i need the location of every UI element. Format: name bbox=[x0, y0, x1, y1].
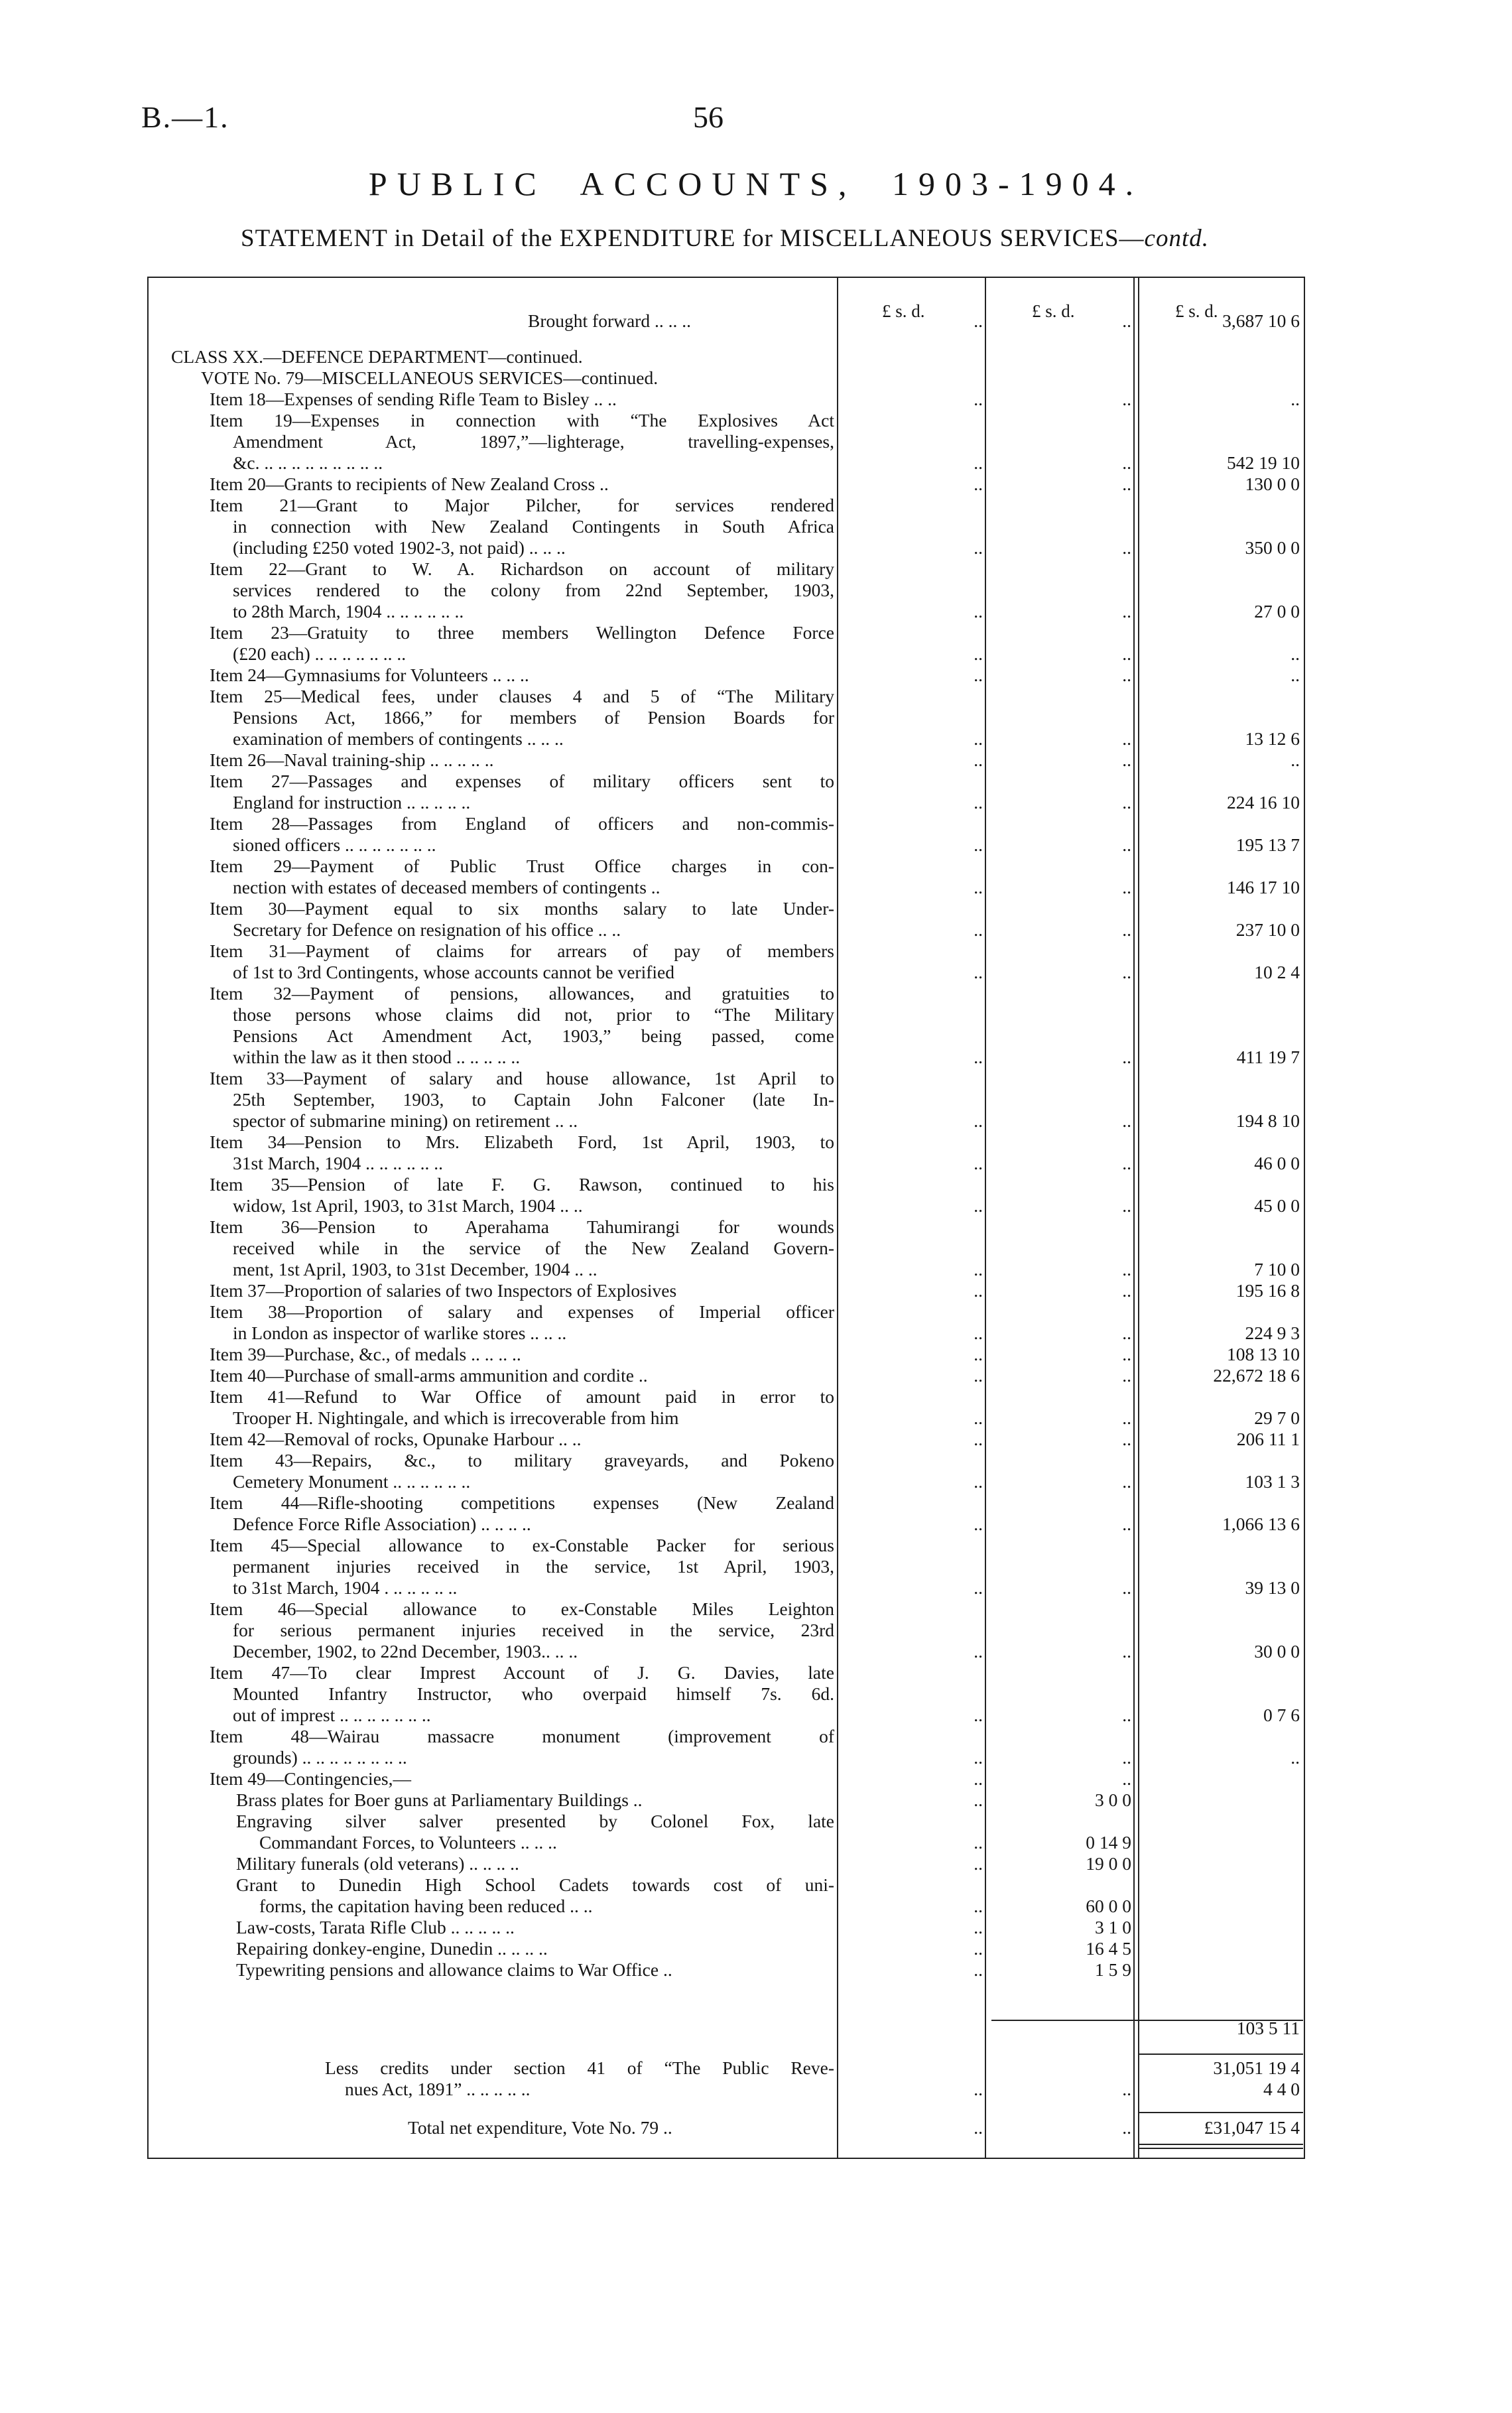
row-amount-c3: .. bbox=[1291, 389, 1300, 409]
row-amount-c1: .. bbox=[974, 1344, 983, 1364]
row-description: Secretary for Defence on resignation of his office .. .. bbox=[233, 919, 621, 940]
table-right-border bbox=[1304, 277, 1305, 2159]
row-amount-c2: .. bbox=[1122, 1365, 1131, 1386]
row-amount-c3: 146 17 10 bbox=[1227, 877, 1300, 897]
row-amount-c2: .. bbox=[1122, 1259, 1131, 1279]
row-amount-c1: .. bbox=[974, 1896, 983, 1916]
row-description: Trooper H. Nightingale, and which is irrecoverable from him bbox=[233, 1407, 679, 1428]
row-amount-c3: 46 0 0 bbox=[1254, 1153, 1300, 1173]
row-amount-c1: .. bbox=[974, 1832, 983, 1853]
row-description: Item 49—Contingencies,— bbox=[210, 1768, 411, 1789]
row-amount-c2: .. bbox=[1122, 1047, 1131, 1067]
row-amount-c2: 0 14 9 bbox=[1086, 1832, 1131, 1853]
row-amount-c1: .. bbox=[974, 1938, 983, 1959]
row-amount-c2: .. bbox=[1122, 1577, 1131, 1598]
row-amount-c2: .. bbox=[1122, 389, 1131, 409]
row-amount-c2: .. bbox=[1122, 1280, 1131, 1301]
row-amount-c3: 30 0 0 bbox=[1254, 1641, 1300, 1662]
row-amount-c3: 1,066 13 6 bbox=[1222, 1514, 1300, 1534]
row-description: Item 33—Payment of salary and house allowance, 1st April to bbox=[210, 1068, 834, 1088]
row-amount-c3: 10 2 4 bbox=[1254, 962, 1300, 982]
row-amount-c3: 13 12 6 bbox=[1245, 728, 1300, 749]
row-description: widow, 1st April, 1903, to 31st March, 1904 .. .. bbox=[233, 1195, 583, 1216]
row-amount-c1: .. bbox=[974, 877, 983, 897]
row-amount-c1: .. bbox=[974, 1323, 983, 1343]
row-description: nection with estates of deceased members of contingents .. bbox=[233, 877, 661, 897]
row-description: Military funerals (old veterans) .. .. .. .. bbox=[236, 1853, 519, 1874]
row-amount-c1: .. bbox=[974, 1153, 983, 1173]
row-amount-c1: .. bbox=[974, 1747, 983, 1768]
row-description: forms, the capitation having been reduced .. .. bbox=[259, 1896, 593, 1916]
row-amount-c1: .. bbox=[974, 1853, 983, 1874]
row-amount-c3: 7 10 0 bbox=[1254, 1259, 1300, 1279]
row-amount-c2: .. bbox=[1122, 1407, 1131, 1428]
row-description: (including £250 voted 1902-3, not paid) .. .. .. bbox=[233, 537, 566, 558]
row-description: Pensions Act Amendment Act, 1903,” being passed, come bbox=[233, 1025, 834, 1046]
row-description: ment, 1st April, 1903, to 31st December, 1904 .. .. bbox=[233, 1259, 598, 1279]
row-amount-c1: .. bbox=[974, 310, 983, 331]
row-amount-c1: .. bbox=[974, 1407, 983, 1428]
row-amount-c2: 60 0 0 bbox=[1086, 1896, 1131, 1916]
row-description: Item 45—Special allowance to ex-Constable Packer for serious bbox=[210, 1535, 834, 1555]
row-description: Item 39—Purchase, &c., of medals .. .. .. .. bbox=[210, 1344, 521, 1364]
row-amount-c3: 22,672 18 6 bbox=[1213, 1365, 1300, 1386]
row-amount-c1: .. bbox=[974, 389, 983, 409]
row-amount-c1: .. bbox=[974, 1641, 983, 1662]
total-amount: £31,047 15 4 bbox=[1204, 2117, 1300, 2138]
row-amount-c1: .. bbox=[974, 1047, 983, 1067]
row-description: Item 21—Grant to Major Pilcher, for services rendered bbox=[210, 495, 834, 515]
row-amount-c3: 3,687 10 6 bbox=[1222, 310, 1300, 331]
row-amount-c2: .. bbox=[1122, 1110, 1131, 1131]
row-amount-c3: 27 0 0 bbox=[1254, 601, 1300, 621]
row-amount-c1: .. bbox=[974, 452, 983, 473]
row-description: permanent injuries received in the service, 1st April, 1903, bbox=[233, 1556, 834, 1577]
row-amount-c3: 194 8 10 bbox=[1235, 1110, 1300, 1131]
row-amount-c3: .. bbox=[1291, 1747, 1300, 1768]
row-description: Typewriting pensions and allowance claims to War Office .. bbox=[236, 1959, 672, 1980]
row-amount-c2: .. bbox=[1122, 1747, 1131, 1768]
row-amount-c1: .. bbox=[974, 1959, 983, 1980]
row-amount-c2: .. bbox=[1122, 601, 1131, 621]
row-description: out of imprest .. .. .. .. .. .. .. bbox=[233, 1705, 431, 1725]
row-description: Commandant Forces, to Volunteers .. .. .. bbox=[259, 1832, 557, 1853]
col1-header: £ s. d. bbox=[882, 301, 925, 321]
row-description: Defence Force Rifle Association) .. .. .. .. bbox=[233, 1514, 531, 1534]
col3-divider-inner bbox=[1138, 277, 1139, 2159]
row-amount-c2: .. bbox=[1122, 1153, 1131, 1173]
row-amount-c2: 16 4 5 bbox=[1086, 1938, 1131, 1959]
row-amount-c1: .. bbox=[974, 643, 983, 664]
row-amount-c1: .. bbox=[974, 728, 983, 749]
row-description: (£20 each) .. .. .. .. .. .. .. bbox=[233, 643, 407, 664]
row-amount-c1: .. bbox=[974, 1577, 983, 1598]
row-description: Item 19—Expenses in connection with “The Explosives Act bbox=[210, 410, 834, 430]
col2-header: £ s. d. bbox=[1032, 301, 1075, 321]
subtotal-amount: 31,051 19 4 bbox=[1213, 2057, 1300, 2078]
row-amount-c3: 224 9 3 bbox=[1245, 1323, 1300, 1343]
row-description: Item 23—Gratuity to three members Wellington Defence Force bbox=[210, 622, 834, 643]
row-description: Item 26—Naval training-ship .. .. .. .. .. bbox=[210, 750, 494, 770]
total-rule bbox=[1139, 2112, 1303, 2113]
row-description: Item 35—Pension of late F. G. Rawson, continued to his bbox=[210, 1174, 834, 1195]
row-amount-c1: .. bbox=[974, 1790, 983, 1810]
row-amount-c3: 108 13 10 bbox=[1227, 1344, 1300, 1364]
row-amount-c1: .. bbox=[974, 1365, 983, 1386]
total-double-rule-2 bbox=[1139, 2148, 1303, 2149]
row-amount-c1: .. bbox=[974, 962, 983, 982]
row-amount-c1: .. bbox=[974, 1280, 983, 1301]
row-amount-c2: 1 5 9 bbox=[1095, 1959, 1131, 1980]
row-description: Item 47—To clear Imprest Account of J. G. Davies, late bbox=[210, 1662, 834, 1683]
row-amount-c1: .. bbox=[974, 1917, 983, 1937]
row-description: in London as inspector of warlike stores .. .. .. bbox=[233, 1323, 567, 1343]
total-c2: .. bbox=[1122, 2117, 1131, 2138]
row-description: 31st March, 1904 .. .. .. .. .. .. bbox=[233, 1153, 443, 1173]
row-description: England for instruction .. .. .. .. .. bbox=[233, 792, 471, 813]
total-label: Total net expenditure, Vote No. 79 .. bbox=[408, 2117, 672, 2138]
row-amount-c2: .. bbox=[1122, 1768, 1131, 1789]
credits-c1: .. bbox=[974, 2079, 983, 2099]
row-amount-c1: .. bbox=[974, 919, 983, 940]
row-amount-c3: 206 11 1 bbox=[1236, 1429, 1300, 1449]
row-amount-c1: .. bbox=[974, 1429, 983, 1449]
row-amount-c1: .. bbox=[974, 601, 983, 621]
row-amount-c2: .. bbox=[1122, 1195, 1131, 1216]
row-description: grounds) .. .. .. .. .. .. .. .. bbox=[233, 1747, 407, 1768]
row-description: Item 36—Pension to Aperahama Tahumirangi for wounds bbox=[210, 1216, 834, 1237]
row-description: Brass plates for Boer guns at Parliamentary Buildings .. bbox=[236, 1790, 643, 1810]
row-amount-c2: .. bbox=[1122, 792, 1131, 813]
row-amount-c2: .. bbox=[1122, 643, 1131, 664]
row-amount-c3: 542 19 10 bbox=[1227, 452, 1300, 473]
row-description: spector of submarine mining) on retirement .. .. bbox=[233, 1110, 578, 1131]
row-description: sioned officers .. .. .. .. .. .. .. bbox=[233, 834, 436, 855]
row-amount-c1: .. bbox=[974, 1259, 983, 1279]
row-description: services rendered to the colony from 22nd September, 1903, bbox=[233, 580, 834, 600]
row-amount-c2: 19 0 0 bbox=[1086, 1853, 1131, 1874]
row-amount-c2: .. bbox=[1122, 474, 1131, 494]
row-description: Engraving silver salver presented by Colonel Fox, late bbox=[236, 1811, 834, 1831]
row-amount-c1: .. bbox=[974, 792, 983, 813]
row-amount-c2: .. bbox=[1122, 1705, 1131, 1725]
row-description: those persons whose claims did not, prior to “The Military bbox=[233, 1004, 834, 1025]
row-description: to 31st March, 1904 . .. .. .. .. .. bbox=[233, 1577, 458, 1598]
col2-divider bbox=[985, 277, 986, 2159]
row-description: Item 20—Grants to recipients of New Zealand Cross .. bbox=[210, 474, 609, 494]
row-amount-c2: .. bbox=[1122, 834, 1131, 855]
row-description: Item 25—Medical fees, under clauses 4 and 5 of “The Military bbox=[210, 686, 834, 706]
row-description: examination of members of contingents .. .. .. bbox=[233, 728, 564, 749]
col3-header: £ s. d. bbox=[1175, 301, 1218, 321]
col3-divider bbox=[1133, 277, 1135, 2159]
credits-c2: .. bbox=[1122, 2079, 1131, 2099]
row-amount-c2: .. bbox=[1122, 1323, 1131, 1343]
row-description: within the law as it then stood .. .. .. .. .. bbox=[233, 1047, 521, 1067]
row-amount-c3: 350 0 0 bbox=[1245, 537, 1300, 558]
row-amount-c2: .. bbox=[1122, 537, 1131, 558]
row-description: December, 1902, to 22nd December, 1903.. .. .. bbox=[233, 1641, 578, 1662]
row-description: Item 40—Purchase of small-arms ammunition and cordite .. bbox=[210, 1365, 648, 1386]
row-description: Item 22—Grant to W. A. Richardson on account of military bbox=[210, 558, 834, 579]
row-description: of 1st to 3rd Contingents, whose accounts cannot be verified bbox=[233, 962, 674, 982]
row-amount-c2: .. bbox=[1122, 728, 1131, 749]
subtitle-main: STATEMENT in Detail of the EXPENDITURE for MISCELLANEOUS SERVICES— bbox=[241, 225, 1145, 252]
row-amount-c2: .. bbox=[1122, 1514, 1131, 1534]
row-description: Item 30—Payment equal to six months salary to late Under- bbox=[210, 898, 834, 919]
credits-line-2: nues Act, 1891” .. .. .. .. .. bbox=[345, 2079, 531, 2099]
row-amount-c2: .. bbox=[1122, 750, 1131, 770]
row-amount-c3: 0 7 6 bbox=[1263, 1705, 1300, 1725]
row-description: Law-costs, Tarata Rifle Club .. .. .. .. .. bbox=[236, 1917, 515, 1937]
row-amount-c3: 237 10 0 bbox=[1235, 919, 1300, 940]
row-amount-c2: .. bbox=[1122, 1344, 1131, 1364]
document-subtitle bbox=[141, 224, 1308, 253]
subtotal-rule bbox=[1139, 2054, 1303, 2055]
row-description: Item 32—Payment of pensions, allowances, and gratuities to bbox=[210, 983, 834, 1004]
row-description: Item 37—Proportion of salaries of two Inspectors of Explosives bbox=[210, 1280, 677, 1301]
row-amount-c3: 29 7 0 bbox=[1254, 1407, 1300, 1428]
row-amount-c2: .. bbox=[1122, 877, 1131, 897]
row-amount-c1: .. bbox=[974, 537, 983, 558]
row-amount-c1: .. bbox=[974, 665, 983, 685]
row-description: received while in the service of the New Zealand Govern- bbox=[233, 1238, 834, 1258]
row-amount-c3: 195 16 8 bbox=[1235, 1280, 1300, 1301]
row-amount-c3: 103 1 3 bbox=[1245, 1471, 1300, 1492]
row-amount-c1: .. bbox=[974, 834, 983, 855]
row-description: to 28th March, 1904 .. .. .. .. .. .. bbox=[233, 601, 464, 621]
page-ref: B.—1. bbox=[141, 100, 229, 134]
row-description: Brought forward .. .. .. bbox=[528, 310, 691, 331]
row-amount-c2: .. bbox=[1122, 1471, 1131, 1492]
row-description: Item 42—Removal of rocks, Opunake Harbour .. .. bbox=[210, 1429, 582, 1449]
row-description: VOTE No. 79—MISCELLANEOUS SERVICES—continued. bbox=[201, 367, 659, 388]
row-amount-c3: 224 16 10 bbox=[1227, 792, 1300, 813]
row-amount-c1: .. bbox=[974, 474, 983, 494]
row-amount-c2: 3 0 0 bbox=[1095, 1790, 1131, 1810]
row-amount-c2: .. bbox=[1122, 919, 1131, 940]
row-amount-c3: .. bbox=[1291, 750, 1300, 770]
row-description: Item 24—Gymnasiums for Volunteers .. .. .. bbox=[210, 665, 529, 685]
table-top-border bbox=[147, 277, 1305, 278]
row-amount-c3: 45 0 0 bbox=[1254, 1195, 1300, 1216]
col1-divider bbox=[837, 277, 838, 2159]
row-description: Item 29—Payment of Public Trust Office charges in con- bbox=[210, 856, 834, 876]
row-amount-c3: 411 19 7 bbox=[1236, 1047, 1300, 1067]
row-amount-c2: .. bbox=[1122, 665, 1131, 685]
row-description: for serious permanent injuries received in the service, 23rd bbox=[233, 1620, 834, 1640]
row-description: Repairing donkey-engine, Dunedin .. .. .. .. bbox=[236, 1938, 548, 1959]
table-bottom-border bbox=[147, 2158, 1305, 2159]
row-description: in connection with New Zealand Contingents in South Africa bbox=[233, 516, 834, 537]
row-amount-c2: .. bbox=[1122, 1641, 1131, 1662]
row-description: Mounted Infantry Instructor, who overpaid himself 7s. 6d. bbox=[233, 1683, 834, 1704]
row-amount-c2: 3 1 0 bbox=[1095, 1917, 1131, 1937]
row-amount-c2: .. bbox=[1122, 962, 1131, 982]
row-amount-c3: 39 13 0 bbox=[1245, 1577, 1300, 1598]
document-title: PUBLIC ACCOUNTS, 1903-1904. bbox=[368, 165, 1144, 202]
table-left-border bbox=[147, 277, 149, 2159]
row-amount-c2: .. bbox=[1122, 310, 1131, 331]
row-description: Item 46—Special allowance to ex-Constable Miles Leighton bbox=[210, 1598, 834, 1619]
row-description: Item 48—Wairau massacre monument (improvement of bbox=[210, 1726, 834, 1746]
row-description: Item 38—Proportion of salary and expenses of Imperial officer bbox=[210, 1301, 834, 1322]
subtitle-contd: contd. bbox=[1144, 225, 1209, 252]
total-double-rule-1 bbox=[1139, 2144, 1303, 2145]
row-amount-c1: .. bbox=[974, 750, 983, 770]
row-description: Item 31—Payment of claims for arrears of pay of members bbox=[210, 941, 834, 961]
row-description: CLASS XX.—DEFENCE DEPARTMENT—continued. bbox=[171, 346, 583, 367]
row-amount-c2: .. bbox=[1122, 452, 1131, 473]
credits-amount: 4 4 0 bbox=[1263, 2079, 1300, 2099]
row-amount-c1: .. bbox=[974, 1110, 983, 1131]
total-c1: .. bbox=[974, 2117, 983, 2138]
row-description: &c. .. .. .. .. .. .. .. .. .. bbox=[233, 452, 383, 473]
page-number: 56 bbox=[693, 100, 724, 134]
row-amount-c3: .. bbox=[1291, 643, 1300, 664]
row-description: Grant to Dunedin High School Cadets towards cost of uni- bbox=[236, 1874, 834, 1895]
row-description: Cemetery Monument .. .. .. .. .. .. bbox=[233, 1471, 471, 1492]
row-description: Item 41—Refund to War Office of amount paid in error to bbox=[210, 1386, 834, 1407]
row-amount-c3: 130 0 0 bbox=[1245, 474, 1300, 494]
row-description: Item 18—Expenses of sending Rifle Team to Bisley .. .. bbox=[210, 389, 617, 409]
row-description: Amendment Act, 1897,”—lighterage, travelling-expenses, bbox=[233, 431, 834, 452]
row-description: Pensions Act, 1866,” for members of Pension Boards for bbox=[233, 707, 834, 728]
row-amount-c1: .. bbox=[974, 1768, 983, 1789]
row-description: Item 34—Pension to Mrs. Elizabeth Ford, 1st April, 1903, to bbox=[210, 1132, 834, 1152]
row-amount-c1: .. bbox=[974, 1195, 983, 1216]
row-amount-c3: 195 13 7 bbox=[1235, 834, 1300, 855]
credits-line-1: Less credits under section 41 of “The Public Reve- bbox=[325, 2057, 834, 2078]
contingencies-total: 103 5 11 bbox=[1236, 2018, 1300, 2038]
row-amount-c2: .. bbox=[1122, 1429, 1131, 1449]
row-amount-c1: .. bbox=[974, 1705, 983, 1725]
row-description: Item 28—Passages from England of officers and non-commis- bbox=[210, 813, 834, 834]
row-description: Item 27—Passages and expenses of military officers sent to bbox=[210, 771, 834, 791]
row-description: Item 43—Repairs, &c., to military graveyards, and Pokeno bbox=[210, 1450, 834, 1470]
row-amount-c1: .. bbox=[974, 1514, 983, 1534]
row-description: Item 44—Rifle-shooting competitions expenses (New Zealand bbox=[210, 1492, 834, 1513]
row-description: 25th September, 1903, to Captain John Falconer (late In- bbox=[233, 1089, 834, 1110]
row-amount-c3: .. bbox=[1291, 665, 1300, 685]
row-amount-c1: .. bbox=[974, 1471, 983, 1492]
